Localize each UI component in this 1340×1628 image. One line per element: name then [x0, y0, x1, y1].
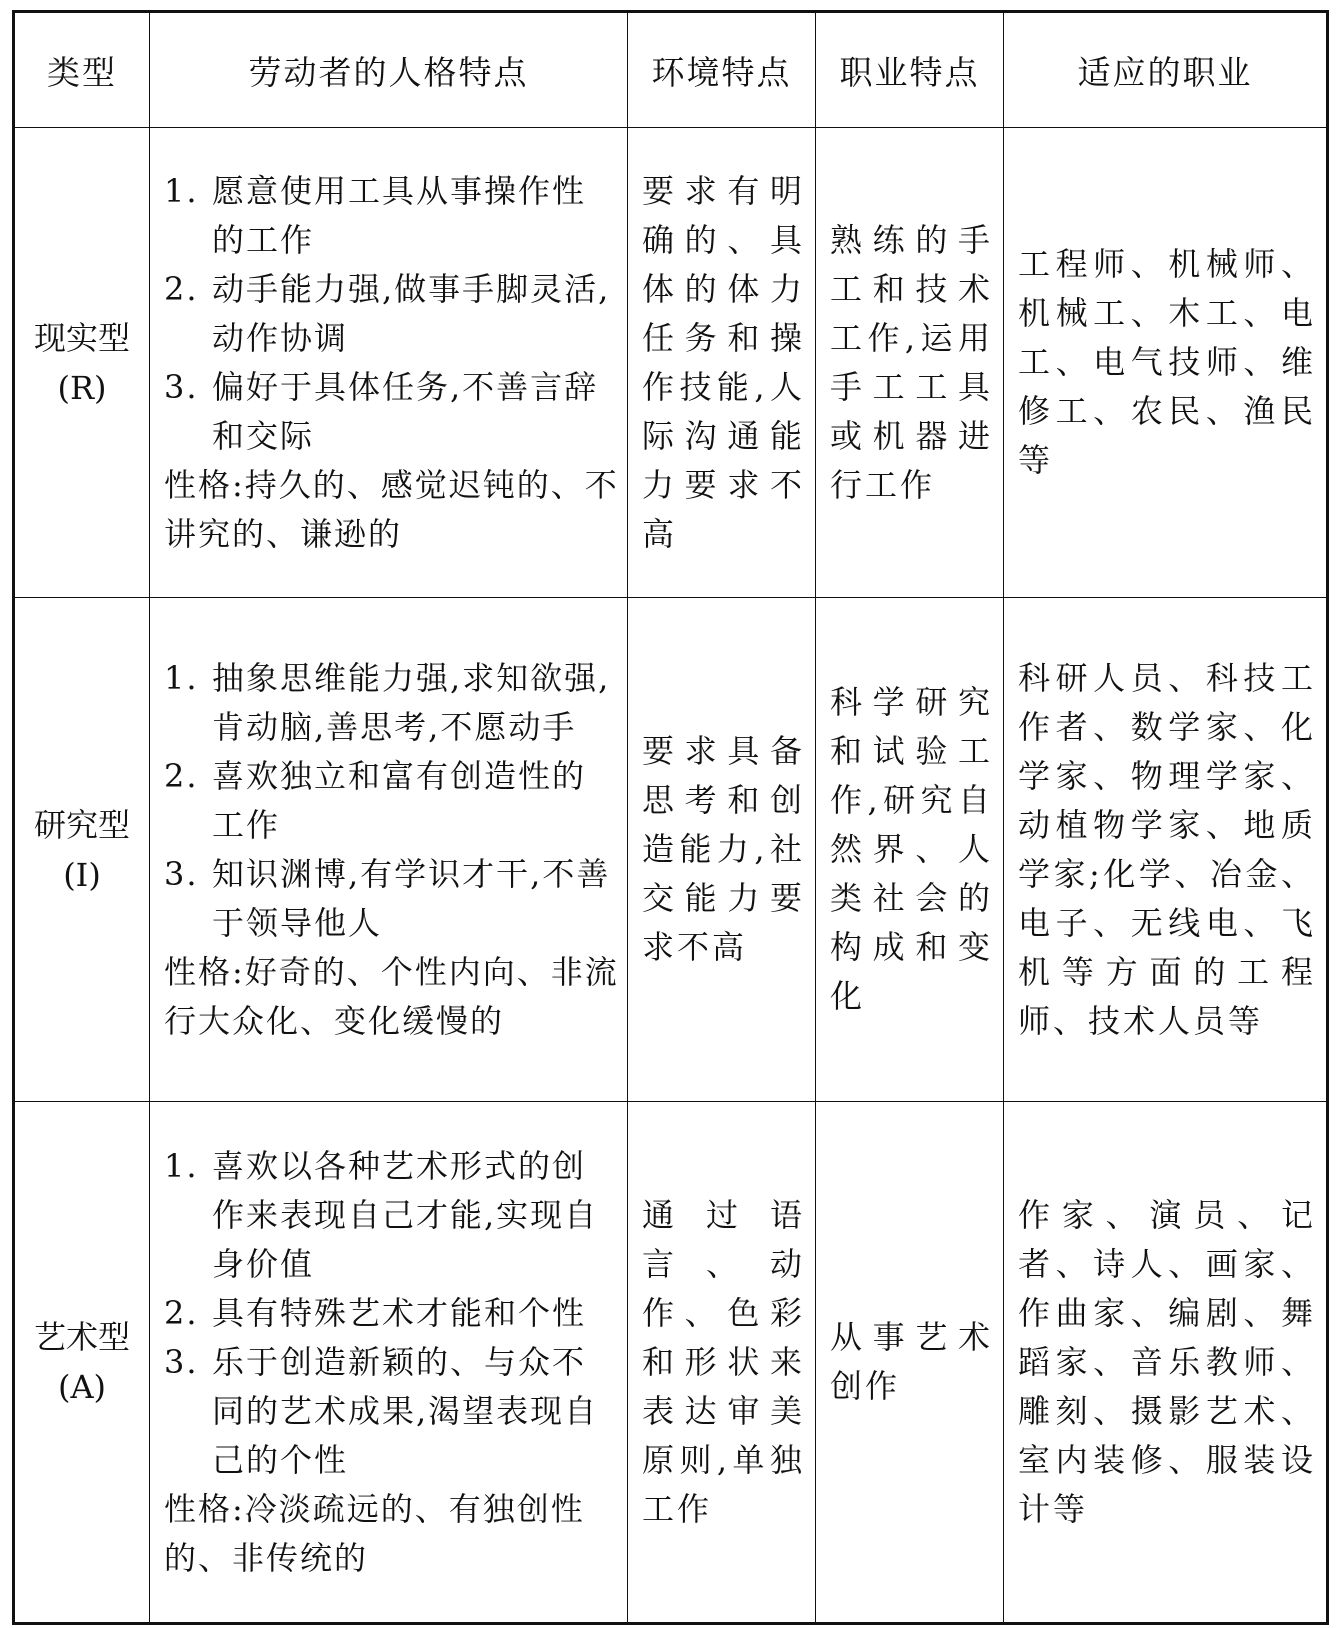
- trait-item: [164, 1142, 619, 1289]
- suitable-jobs-cell: 工程师、机械师、机械工、木工、电工、电气技师、维修工、农民、渔民等: [1004, 128, 1328, 598]
- environment-cell: 要求具备思考和创造能力,社交能力要求不高: [628, 598, 816, 1102]
- trait-number: 2.: [164, 756, 199, 795]
- trait-item: [164, 265, 619, 363]
- personality-text: 性格:持久的、感觉迟钝的、不讲究的、谦逊的: [164, 465, 619, 553]
- suitable-jobs-cell: 科研人员、科技工作者、数学家、化学家、物理学家、动植物学家、地质学家;化学、冶金、电子、无线电、飞机等方面的工程师、技术人员等: [1004, 598, 1328, 1102]
- trait-item: [164, 654, 619, 752]
- type-name: 艺术型: [33, 1318, 130, 1356]
- traits-cell: [150, 128, 628, 598]
- table-row-artistic: [14, 1102, 1328, 1624]
- header-worker-traits: 劳动者的人格特点: [150, 12, 628, 128]
- environment-cell: 要求有明确的、具体的体力任务和操作技能,人际沟通能力要求不高: [628, 128, 816, 598]
- type-cell: [14, 598, 150, 1102]
- trait-item: [164, 1289, 619, 1338]
- trait-item: [164, 850, 619, 948]
- trait-number: 1.: [164, 658, 199, 697]
- trait-item: [164, 752, 619, 850]
- trait-item: [164, 1338, 619, 1485]
- trait-text: 动手能力强,做事手脚灵活,动作协调: [212, 269, 611, 357]
- type-code: (A): [57, 1368, 107, 1406]
- personality-occupation-table-container: [12, 10, 1326, 1618]
- header-row: [14, 12, 1328, 128]
- trait-text: 具有特殊艺术才能和个性: [212, 1293, 587, 1332]
- traits-cell: [150, 598, 628, 1102]
- trait-number: 3.: [164, 367, 199, 406]
- header-type: 类型: [14, 12, 150, 128]
- type-name: 研究型: [33, 805, 130, 844]
- trait-text: 知识渊博,有学识才干,不善于领导他人: [212, 854, 611, 942]
- trait-text: 乐于创造新颖的、与众不同的艺术成果,渴望表现自己的个性: [212, 1342, 599, 1479]
- header-environment: 环境特点: [628, 12, 816, 128]
- header-suitable-jobs: 适应的职业: [1004, 12, 1328, 128]
- personality-text: 性格:好奇的、个性内向、非流行大众化、变化缓慢的: [164, 952, 619, 1040]
- occupation-features-cell: 科学研究和试验工作,研究自然界、人类社会的构成和变化: [816, 598, 1004, 1102]
- trait-number: 2.: [164, 1293, 199, 1332]
- occupation-features-cell: 熟练的手工和技术工作,运用手工工具或机器进行工作: [816, 128, 1004, 598]
- trait-text: 抽象思维能力强,求知欲强,肯动脑,善思考,不愿动手: [212, 658, 611, 746]
- trait-number: 1.: [164, 171, 199, 210]
- type-cell: [14, 128, 150, 598]
- trait-number: 2.: [164, 269, 199, 308]
- trait-number: 1.: [164, 1146, 199, 1185]
- table-row-realistic: [14, 128, 1328, 598]
- header-occupation-features: 职业特点: [816, 12, 1004, 128]
- trait-text: 喜欢独立和富有创造性的工作: [212, 756, 587, 844]
- suitable-jobs-cell: 作家、演员、记者、诗人、画家、作曲家、编剧、舞蹈家、音乐教师、雕刻、摄影艺术、室内装修、服装设计等: [1004, 1102, 1328, 1624]
- environment-cell: 通过语言、动作、色彩和形状来表达审美原则,单独工作: [628, 1102, 816, 1624]
- trait-text: 愿意使用工具从事操作性的工作: [212, 171, 587, 259]
- trait-number: 3.: [164, 1342, 199, 1381]
- occupation-features-cell: 从事艺术创作: [816, 1102, 1004, 1624]
- trait-item: [164, 167, 619, 265]
- type-name: 现实型: [33, 318, 130, 357]
- type-code: (R): [57, 368, 107, 407]
- trait-item: [164, 363, 619, 461]
- type-cell: [14, 1102, 150, 1624]
- personality-text: 性格:冷淡疏远的、有独创性的、非传统的: [164, 1489, 585, 1577]
- trait-number: 3.: [164, 854, 199, 893]
- trait-text: 喜欢以各种艺术形式的创作来表现自己才能,实现自身价值: [212, 1146, 599, 1283]
- type-code: (I): [63, 855, 101, 894]
- personality-occupation-table: [12, 10, 1329, 1625]
- table-row-investigative: [14, 598, 1328, 1102]
- trait-text: 偏好于具体任务,不善言辞和交际: [212, 367, 599, 455]
- traits-cell: [150, 1102, 628, 1624]
